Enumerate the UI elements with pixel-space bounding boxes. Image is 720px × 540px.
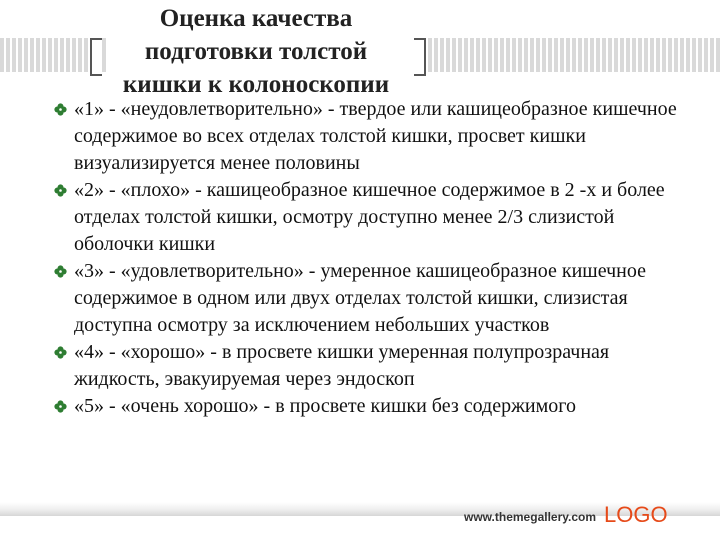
grade-list	[54, 96, 694, 420]
footer-url: www.themegallery.com	[464, 510, 597, 524]
list-item	[54, 177, 694, 258]
clover-bullet-icon	[54, 400, 67, 413]
header-stripe-right	[428, 38, 720, 72]
clover-bullet-icon	[54, 265, 67, 278]
title-bracket-right	[414, 38, 426, 76]
list-item	[54, 258, 694, 339]
list-item-text: «5» - «очень хорошо» - в просвете кишки без содержимого	[74, 395, 576, 417]
list-item	[54, 393, 694, 420]
title-line-2: подготовки толстой	[144, 38, 368, 65]
clover-bullet-icon	[54, 103, 67, 116]
list-item-text: «4» - «хорошо» - в просвете кишки умеренная полупрозрачная жидкость, эвакуируемая через эндоскоп	[74, 341, 610, 390]
list-item-text: «2» - «плохо» - кашицеобразное кишечное содержимое в 2 -х и более отделах толстой кишки, осмотру доступно менее 2/3 слизистой оболочки кишки	[74, 179, 665, 255]
clover-bullet-icon	[54, 346, 67, 359]
title-line-1: Оценка качества	[159, 5, 353, 32]
list-item-text: «3» - «удовлетворительно» - умеренное кашицеобразное кишечное содержимое в одном или двух отделах толстой кишки, слизистая доступна осмотру за исключением небольших участков	[74, 260, 646, 336]
slide-title	[100, 2, 412, 101]
list-item-text: «1» - «неудовлетворительно» - твердое или кашицеобразное кишечное содержимое во всех отделах толстой кишки, просвет кишки визуализируется менее половины	[74, 98, 677, 174]
footer-logo: LOGO	[604, 502, 668, 527]
list-item	[54, 96, 694, 177]
clover-bullet-icon	[54, 184, 67, 197]
title-line-3: кишки к колоноскопии	[122, 71, 390, 98]
list-item	[54, 339, 694, 393]
